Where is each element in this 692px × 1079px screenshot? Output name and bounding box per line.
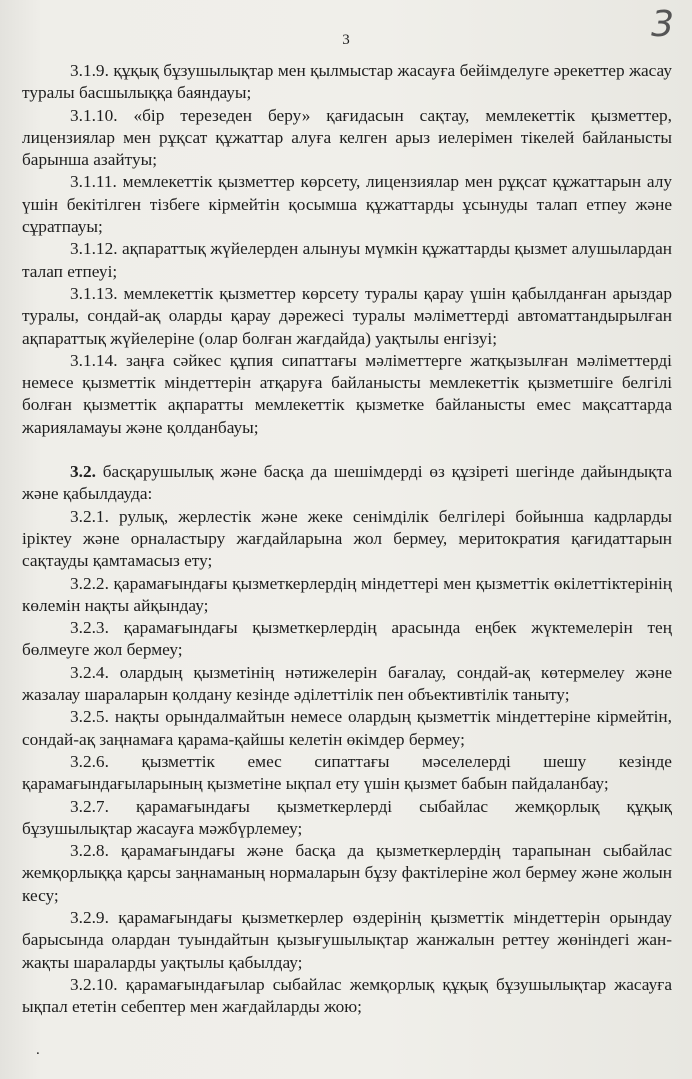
paragraph-3-1-9: 3.1.9. құқық бұзушылықтар мен қылмыстар жасауға бейімделуге әрекеттер жасау туралы басшылыққа баяндауы;	[22, 61, 672, 103]
paragraph-3-2: 3.2. басқарушылық және басқа да шешімдерді өз құзіреті шегінде дайындықта және қабылдауда:	[22, 462, 672, 504]
paragraph-3-2-3: 3.2.3. қарамағындағы қызметкерлердің арасында еңбек жүктемелерін тең бөлмеуге жол бермеу;	[22, 618, 672, 660]
paragraph-3-2-9: 3.2.9. қарамағындағы қызметкерлер өздерінің қызметтік міндеттерін орындау барысында олардан туындайтын қызығушылықтар жанжалын реттеу жөніндегі жан-жақты шараларды уақтылы қабылдау;	[22, 907, 673, 972]
paragraph-3-2-8: 3.2.8. қарамағындағы және басқа да қызметкерлердің тарапынан сыбайлас жемқорлыққа қарсы заңнаманың нормаларын бұзу фактілеріне жол бермеу және жолын кесу;	[22, 841, 672, 905]
paragraph-3-2-2: 3.2.2. қарамағындағы қызметкерлердің міндеттері мен қызметтік өкілеттіктерінің көлемін нақты айқындау;	[22, 573, 672, 615]
paragraph-3-2-1: 3.2.1. рулық, жерлестік және жеке сенімділік белгілері бойынша кадрларды іріктеу және орналастыру жағдайларына жол бермеу, меритократия қағидаттарын сақтауды қамтамасыз ету;	[22, 506, 672, 571]
paragraph-3-2-4: 3.2.4. олардың қызметінің нәтижелерін бағалау, сондай-ақ көтермелеу және жазалау шараларын қолдану кезінде әділеттілік пен объективтілік таныту;	[22, 662, 672, 705]
paragraph-3-1-12: 3.1.12. ақпараттық жүйелерден алынуы мүмкін құжаттарды қызмет алушылардан талап етпеуі;	[22, 239, 672, 281]
paragraph-3-1-14: 3.1.14. заңға сәйкес құпия сипаттағы мәліметтерге жатқызылған мәліметтерді немесе қызметтік міндеттерін атқаруға байланысты мемлекеттік қызметшіге белгілі болған қызметтік ақпаратты мемлекеттік қызметке байланысты емес мақсаттарда жарияламауы және қолданбауы;	[22, 350, 672, 437]
document-body	[22, 60, 672, 1018]
paragraph-3-2-6: 3.2.6. қызметтік емес сипаттағы мәселелерді шешу кезінде қарамағындағыларының қызметіне ықпал ету үшін қызмет бабын пайдаланбау;	[22, 751, 672, 794]
paragraph-3-1-10: 3.1.10. «бір терезеден беру» қағидасын сақтау, мемлекеттік қызметтер, лицензиялар мен рұқсат құжаттар алуға келген арыз иелерімен тікелей байланысты барынша азайтуы;	[22, 105, 672, 170]
trailing-mark: .	[36, 1042, 40, 1058]
handwritten-page-mark: 3	[651, 4, 674, 45]
page-number: 3	[342, 32, 350, 48]
paragraph-3-1-13: 3.1.13. мемлекеттік қызметтер көрсету туралы қарау үшін қабылданған арыздар туралы, сондай-ақ оларды қарау дәрежесі туралы мәліметтерді автоматтандырылған ақпараттық жүйелеріне (олар болған жағдайда) уақтылы енгізуі;	[22, 283, 672, 348]
paragraph-3-2-5: 3.2.5. нақты орындалмайтын немесе олардың қызметтік міндеттеріне кірмейтін, сондай-ақ заңнамаға қарама-қайшы келетін өкімдер бермеу;	[22, 707, 672, 749]
paragraph-3-2-7: 3.2.7. қарамағындағы қызметкерлерді сыбайлас жемқорлық құқық бұзушылықтар жасауға мәжбүрлемеу;	[22, 796, 672, 838]
paragraph-3-1-11: 3.1.11. мемлекеттік қызметтер көрсету, лицензиялар мен рұқсат құжаттарын алу үшін бекітілген тізбеге кірмейтін қосымша құжаттарды ұсынуды талап етпеу және сұратпауы;	[22, 172, 672, 237]
paragraph-3-2-10: 3.2.10. қарамағындағылар сыбайлас жемқорлық құқық бұзушылықтар жасауға ықпал ететін себептер мен жағдайларды жою;	[22, 974, 672, 1017]
